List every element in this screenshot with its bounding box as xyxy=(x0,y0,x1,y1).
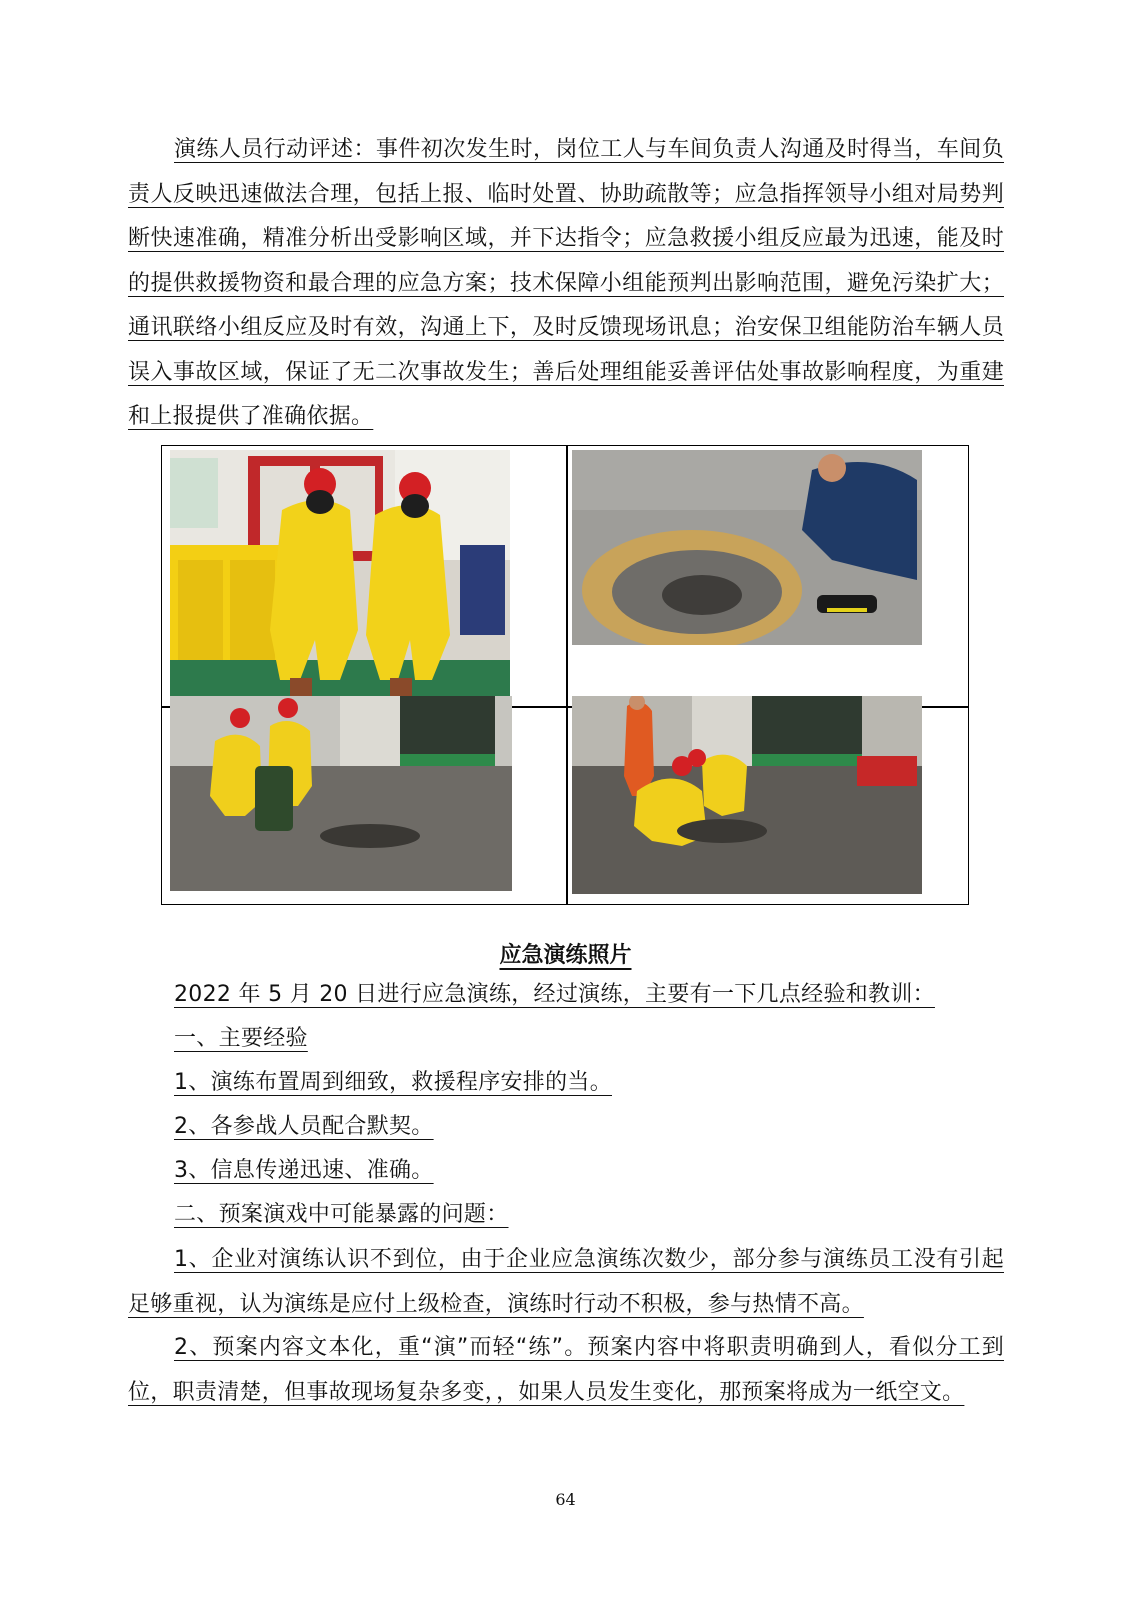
photo-caption: 应急演练照片 xyxy=(499,943,632,968)
table-divider-vertical xyxy=(566,446,568,904)
experience-item: 2、各参战人员配合默契。 xyxy=(174,1114,434,1139)
photo-cleaning-spill xyxy=(572,696,922,894)
experience-item: 1、演练布置周到细致，救援程序安排的当。 xyxy=(174,1070,612,1095)
evaluation-paragraph: 演练人员行动评述：事件初次发生时，岗位工人与车间负责人沟通及时得当，车间负责人反映迅速做法合理，包括上报、临时处置、协助疏散等；应急指挥领导小组对局势判断快速准确，精准分析出受影响区域，并下达指令；应急救援小组反应最为迅速，能及时的提供救援物资和最合理的应急方案；技术保障小组能预判出影响范围，避免污染扩大；通讯联络小组反应及时有效，沟通上下，及时反馈现场讯息；治安保卫组能防治车辆人员误入事故区域，保证了无二次事故发生；善后处理组能妥善评估处事故影响程度，为重建和上报提供了准确依据。 xyxy=(128,137,1004,429)
photo-absorbent-ring xyxy=(572,450,922,645)
summary-line: 2022 年 5 月 20 日进行应急演练，经过演练，主要有一下几点经验和教训： xyxy=(174,982,935,1007)
page-number: 64 xyxy=(555,1490,576,1509)
photo-table xyxy=(161,445,969,905)
section-heading-issues: 二、预案演戏中可能暴露的问题： xyxy=(174,1202,509,1227)
photo-protective-suits xyxy=(170,450,510,700)
section-heading-experience: 一、主要经验 xyxy=(174,1026,308,1051)
experience-item: 3、信息传递迅速、准确。 xyxy=(174,1158,434,1183)
photo-moving-drum xyxy=(170,696,512,891)
issue-paragraph: 1、企业对演练认识不到位，由于企业应急演练次数少，部分参与演练员工没有引起足够重视，认为演练是应付上级检查，演练时行动不积极，参与热情不高。 xyxy=(128,1247,1004,1317)
issue-paragraph: 2、预案内容文本化，重“演”而轻“练”。预案内容中将职责明确到人，看似分工到位，职责清楚，但事故现场复杂多变，，如果人员发生变化，那预案将成为一纸空文。 xyxy=(128,1335,1004,1405)
